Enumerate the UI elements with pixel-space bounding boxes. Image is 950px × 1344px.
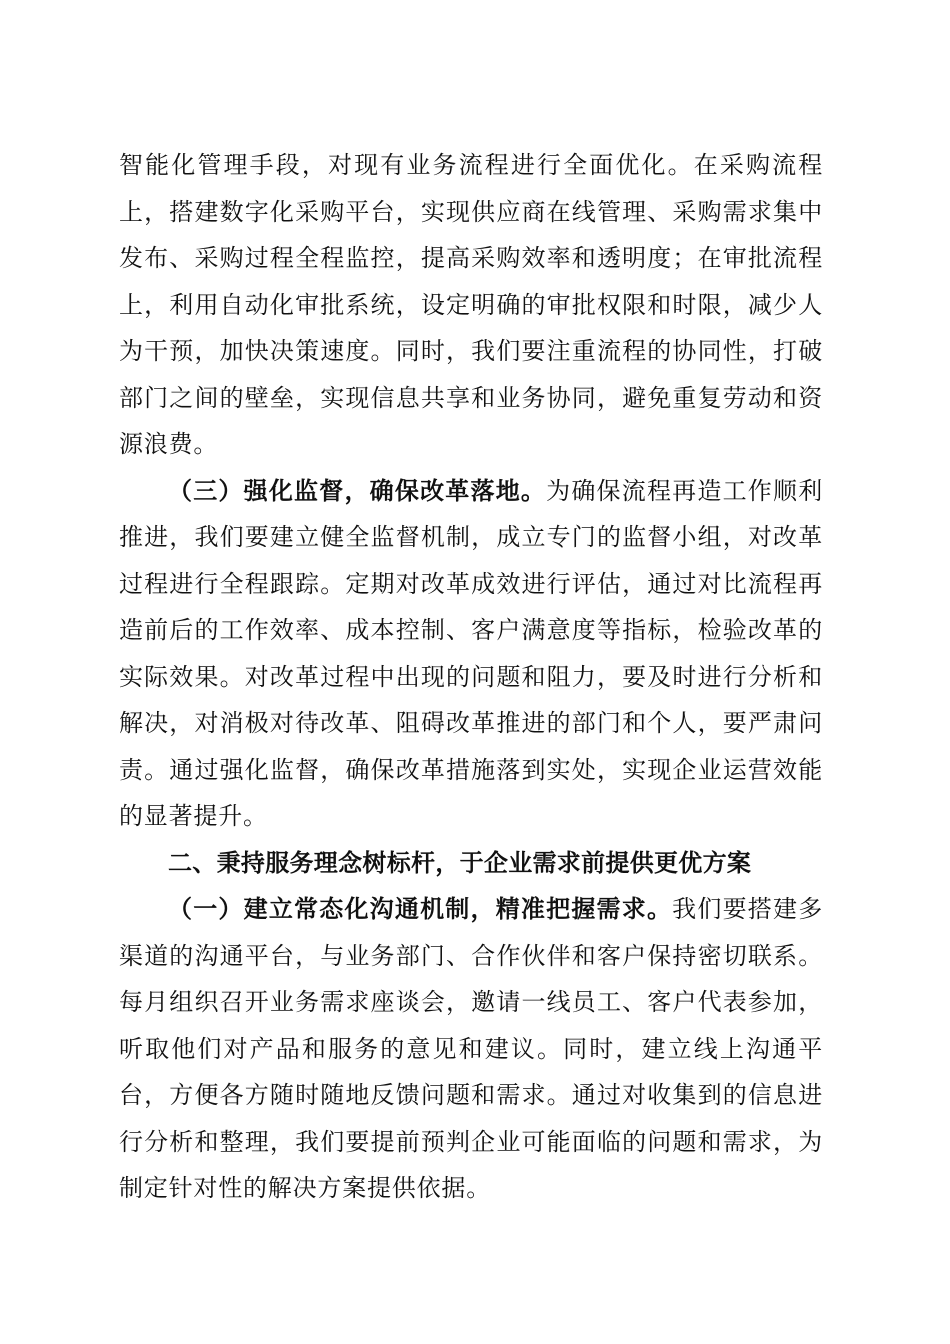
paragraph-lead-communication: （一）建立常态化沟通机制，精准把握需求。	[168, 894, 673, 923]
paragraph-body-supervision: 为确保流程再造工作顺利推进，我们要建立健全监督机制，成立专门的监督小组，对改革过程进行全程跟踪。定期对改革成效进行评估，通过对比流程再造前后的工作效率、成本控制、客户满意度等指标，检验改革的实际效果。对改革过程中出现的问题和阻力，要及时进行分析和解决，对消极对待改革、阻碍改革推进的部门和个人，要严肃问责。通过强化监督，确保改革措施落到实处，实现企业运营效能的显著提升。	[119, 476, 823, 830]
section-heading-service: 二、秉持服务理念树标杆，于企业需求前提供更优方案	[168, 848, 752, 877]
paragraph-process-optimization: 智能化管理手段，对现有业务流程进行全面优化。在采购流程上，搭建数字化采购平台，实现供应商在线管理、采购需求集中发布、采购过程全程监控，提高采购效率和透明度；在审批流程上，利用自动化审批系统，设定明确的审批权限和时限，减少人为干预，加快决策速度。同时，我们要注重流程的协同性，打破部门之间的壁垒，实现信息共享和业务协同，避免重复劳动和资源浪费。	[119, 151, 823, 458]
paragraph-body-communication: 我们要搭建多渠道的沟通平台，与业务部门、合作伙伴和客户保持密切联系。每月组织召开业务需求座谈会，邀请一线员工、客户代表参加，听取他们对产品和服务的意见和建议。同时，建立线上沟通平台，方便各方随时随地反馈问题和需求。通过对收集到的信息进行分析和整理，我们要提前预判企业可能面临的问题和需求，为制定针对性的解决方案提供依据。	[119, 895, 823, 1202]
paragraph-supervision	[119, 468, 823, 840]
paragraph-communication	[119, 886, 823, 1212]
paragraph-lead-supervision: （三）强化监督，确保改革落地。	[168, 475, 547, 505]
document-page	[119, 142, 823, 1212]
